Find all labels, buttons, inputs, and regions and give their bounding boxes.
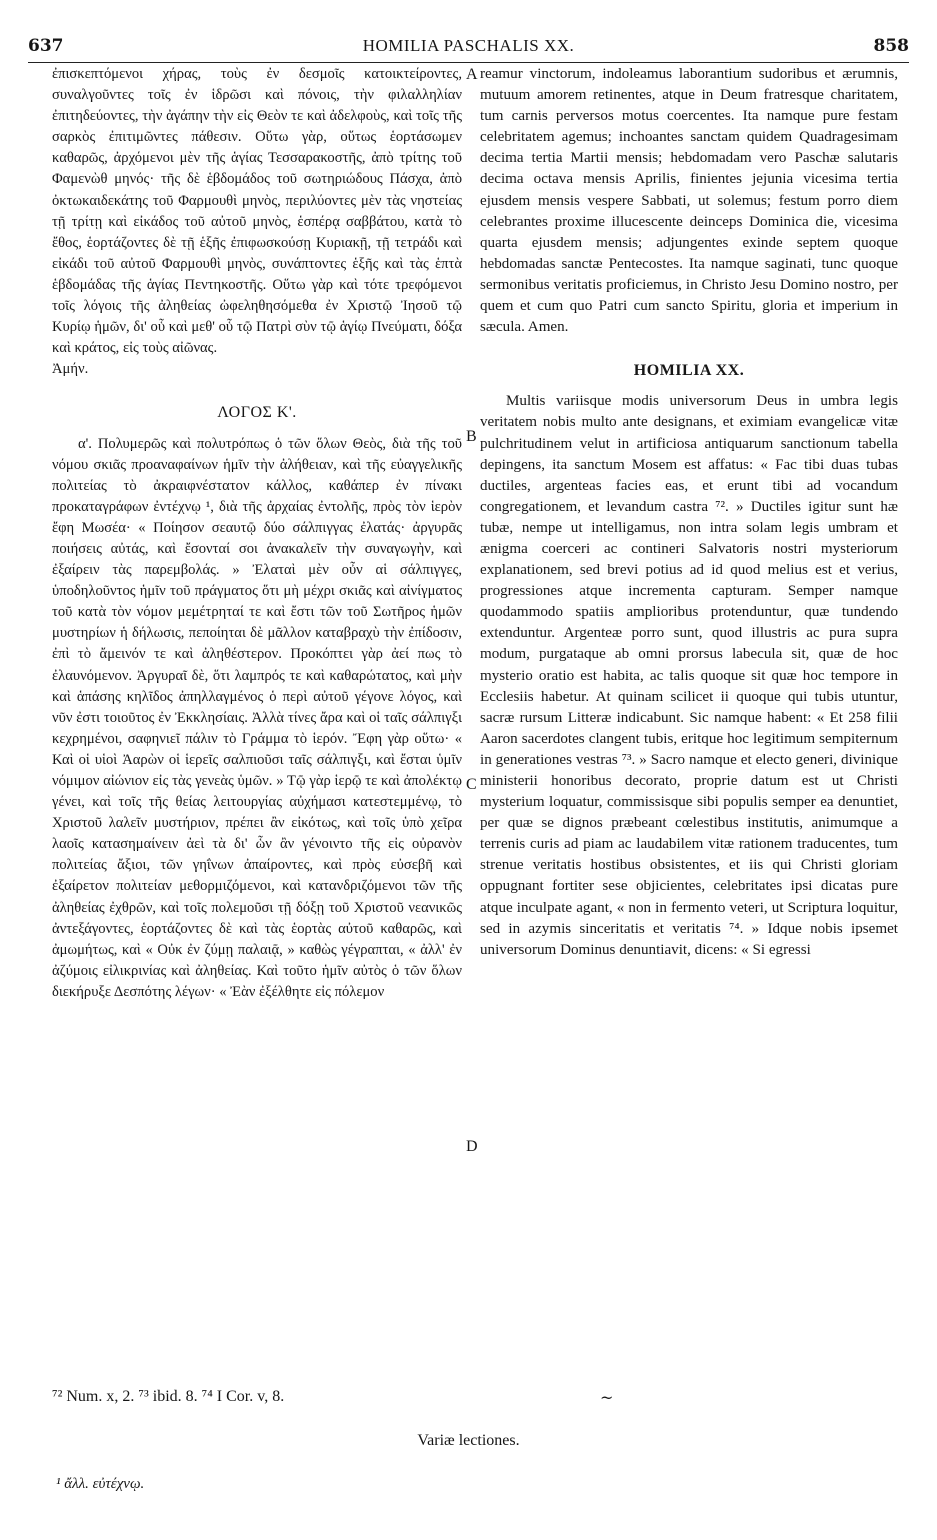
greek-paragraph-1: ἐπισκεπτόμενοι χήρας, τοὺς ἐν δεσμοῖς κατοικτείροντες, συναλγοῦντες τοῖς ἐν ἱδρῶσι καὶ πόνοις, τὴν φιλαλληλίαν ἐπιτηδεύοντες, τὴν ἀγάπην τὴν εἰς Θεὸν τε καὶ ἀδελφοὺς, καὶ τοῖς τῆς σαρκὸς ἐπιτιμῶντες πάθεσιν. Οὕτω γὰρ, οὕτως ἑορτάσωμεν καθαρῶς, ἀρχόμενοι μὲν τῆς ἁγίας Τεσσαρακοστῆς, ἀπὸ τρίτης τοῦ Φαμενὼθ μηνός· τῆς δὲ ἑβδομάδος τοῦ σωτηριώδους Πάσχα, ἀπὸ ὀκτωκαιδεκάτης τοῦ Φαρμουθὶ μηνὸς, περιλύοντες μὲν τὰς νηστείας τῇ τρίτῃ καὶ εἰκάδος τοῦ αὐτοῦ μηνὸς, ἑσπέρᾳ σαββάτου, κατὰ τὸ ἔθος, ἑορτάζοντες δὲ τῇ ἑξῆς ἐπιφωσκούσῃ Κυριακῇ, τῇ τετράδι καὶ εἰκάδι τοῦ αὐτοῦ Φαρμουθὶ μηνὸς, συνάπτοντες ἑξῆς καὶ τὰς ἑπτὰ ἑβδομάδας τῆς ἁγίας Πεντηκοστῆς. Οὕτω γὰρ καὶ τότε τρεφόμενοι τοῖς λόγοις τῆς ἀληθείας ὠφεληθησόμεθα ἐν Χριστῷ Ἰησοῦ τῷ Κυρίῳ ἡμῶν, δι' οὗ καὶ μεθ' οὗ τῷ Πατρὶ σὺν τῷ ἁγίῳ Πνεύματι, δόξα καὶ κράτος, εἰς τοὺς αἰῶνας. [52, 66, 462, 357]
margin-marker-d: D [466, 1138, 478, 1155]
left-page-number: 637 [28, 36, 64, 56]
right-page-number: 858 [873, 36, 909, 56]
header-rule [28, 62, 909, 63]
greek-column [52, 64, 462, 1003]
margin-marker-a: A [466, 66, 478, 83]
variae-lectiones-title: Variæ lectiones. [417, 1432, 520, 1449]
running-header [28, 36, 909, 60]
latin-paragraph-2: Multis variisque modis universorum Deus in umbra legis veritatem nobis multo ante designans, et eximiam evangelicæ vitæ pulchritudinem velut in artificiosa antiquarum sanctionum tabella depingens, ita sanctum Mosem est affatus: « Fac tibi duas tubas ductiles, argenteas facies eas, et erunt tibi ad vocandum congregationem, et levandum castra ⁷². » Ductiles igitur sunt hæ tubæ, nempe ut intelligamus, non intra solam legis umbram et ænigma coerceri ac contineri Salvatoris nostri mysteriorum explanationem, sed brevi potius ad id quod melius est et verius, progressiones atque incrementa capturam. Semper namque quodammodo spatiis amplioribus protenduntur, quæ tundendo extenduntur. Argenteæ porro sunt, quod illustris ac pura supra modum, purgataque ab omni prorsus labecula sit, quæ de hoc mysterio oratio est habita, ac talis quoque sit quæ hoc tempore in Ecclesiis habetur. At quinam scilicet ii quoque qui tubis utuntur, sacræ rursum Litteræ indicabunt. Sic namque habent: « Et 258 filii Aaron sacerdotes clangent tubis, eritque hoc legitimum sempiternum in generationes vestras ⁷³. » Sacro namque et electo generi, divinique ministerii honoribus decorato, proprie datum est ut Christi mysterium loquatur, commissisque sibi populis semper ea denuntiet, per quæ se dignos præbeant cœlestibus institutis, animumque a terrenis curis ad piam ac laudabilem vitæ rationem traducentes, tum strenue veritatis hostibus obsistentes, et iis qui Christi gloriam oppugnant fortiter sese objicientes, celebritates ipsi dicatas pure atque inculpate agant, « non in fermento veteri, ut Scriptura loquitur, sed in azymis sinceritatis et veritatis ⁷⁴. » Idque nobis ipsemet universorum Dominus denuntiavit, dicens: « Si egressi [480, 393, 898, 958]
margin-marker-c: C [466, 776, 477, 793]
latin-column [480, 64, 898, 961]
margin-marker-b: B [466, 428, 477, 445]
latin-homily-title: HOMILIA XX. [633, 362, 745, 380]
footnote-dash: ~ [600, 1388, 614, 1407]
footnotes: ⁷² Num. x, 2. ⁷³ ibid. 8. ⁷⁴ I Cor. v, 8. [52, 1388, 285, 1405]
greek-paragraph-2: α'. Πολυμερῶς καὶ πολυτρόπως ὁ τῶν ὅλων Θεὸς, διὰ τῆς τοῦ νόμου σκιᾶς προαναφαίνων ἡμῖν τὴν ἀλήθειαν, καὶ τῆς εὐαγγελικῆς πολιτείας τὸ ἀκραιφνέστατον κάλλος, καθάπερ ἐν πίνακι προκαταγράφων ἐντέχνῳ ¹, διὰ τῆς ἀρχαίας ἐντολῆς, πρὸς τὸν ἱερὸν ἔφη Μωσέα· « Ποίησον σεαυτῷ δύο σάλπιγγας ἐλατάς· ἀργυρᾶς ποιήσεις αὐτάς, καὶ ἔσονταί σοι ἀνακαλεῖν τὴν συναγωγὴν, καὶ ἐξαίρειν τὰς παρεμβολάς. » Ἐλαταὶ μὲν οὖν αἱ σάλπιγγες, ὑποδηλοῦντος ἡμῖν τοῦ πράγματος ὅτι μὴ μέχρι σκιᾶς καὶ αἰνίγματος τοῦ κατὰ τὸν νόμον μεμέτρηταί τε καὶ ἔστι τῶν τοῦ Σωτῆρος ἡμῶν μυστηρίων ἡ δήλωσις, πεποίηται δὲ μᾶλλον καταβραχὺ τὴν ἐπίδοσιν, ἐπὶ τὸ ἄμεινόν τε καὶ ἀληθέστερον. Προκόπτει γὰρ ἀεί πως τὸ ἐλαυνόμενον. Ἀργυραῖ δὲ, ὅτι λαμπρός τε καὶ καθαρώτατος, καὶ μὴν καὶ ἁπάσης κηλῖδος ἀπηλλαγμένος ὁ περὶ αὐτοῦ γέγονε λόγος, καὶ νῦν ἐστι τοιοῦτος ἐν Ἐκκλησίαις. Ἀλλὰ τίνες ἄρα καὶ οἱ ταῖς σάλπιγξι κεχρημένοι, σαφηνιεῖ πάλιν τὸ Γράμμα τὸ ἱερόν. Ἔφη γὰρ οὕτω· « Καὶ οἱ υἱοὶ Ἀαρὼν οἱ ἱερεῖς σαλπιοῦσι ταῖς σάλπιγξι, καὶ ἔσται ὑμῖν νόμιμον αἰώνιον εἰς τὰς γενεὰς ὑμῶν. » Τῷ γὰρ ἱερῷ τε καὶ ἀπολέκτῳ γένει, καὶ τοῖς τῆς θείας λειτουργίας αὐχήμασι κατεστεμμένῳ, τὸ Χριστοῦ λαλεῖν μυστήριον, πρέπει ἂν εἰκότως, καὶ τοῖς ὑπὸ χεῖρα λαοῖς κατασημαίνειν ἀεὶ τὰ δι' ὧν ἂν γένοιντο τῆς εἰς οὐρανὸν πολιτείας ἄξιοι, τῶν γηΐνων ἀπαίροντες, καὶ πρὸς εὐσεβῆ καὶ ἐξαίρετον πολιτείαν μεθορμιζόμενοι, καὶ κατανδριζόμενοι τῶν τῆς ἀληθείας ἐχθρῶν, καὶ τοῖς πολεμοῦσι τῇ δόξῃ τοῦ Χριστοῦ νεανικῶς ἀντεξάγοντες, ἑορτάζοντες δὲ καὶ τὰς ἑορτὰς αὐτοῦ καθαρῶς, καὶ ἀμωμήτως, καὶ « Οὐκ ἐν ζύμῃ παλαιᾷ, » καθὼς γέγραπται, « ἀλλ' ἐν ἀζύμοις εἰλικρινίας καὶ ἀληθείας. Καὶ τοῦτο ἡμῖν αὐτὸς ὁ τῶν ὅλων διεκήρυξε Δεσπότης λέγων· « Ἐὰν ἐξέλθητε εἰς πόλεμον [52, 435, 462, 1000]
greek-amen: Ἀμήν. [52, 361, 89, 378]
latin-paragraph-1: reamur vinctorum, indoleamus laborantium sudoribus et ærumnis, mutuum amorem retinentes, atque in Deum fratresque charitatem, tum carnis perversos motus coercentes. Ita namque pure festam celebritatem agemus; inchoantes sanctam quidem Quadragesimam decima tertia Martii mensis; hebdomadam vero Paschæ salutaris decima octava mensis Aprilis, finientes jejunia vicesima tertia ejusdem mensis vespere Sabbati, ut solemus; festum porro diem celebrantes proxime illucescente deinceps Dominica die, vicesima quarta ejusdem mensis; adjungentes exinde septem quoque hebdomadas sanctæ Pentecostes. Ita namque saginati, tunc quoque sermonibus veritatis proficiemus, in Christo Jesu Domino nostro, per quem et cum quo Patri cum sancto Spiritu, gloria et imperium in sæcula. Amen. [480, 66, 898, 336]
greek-homily-title: ΛΟΓΟΣ Κ'. [217, 404, 297, 422]
variant-reading: ¹ ἄλλ. εὐτέχνῳ. [56, 1476, 145, 1492]
running-title: HOMILIA PASCHALIS XX. [362, 36, 575, 55]
